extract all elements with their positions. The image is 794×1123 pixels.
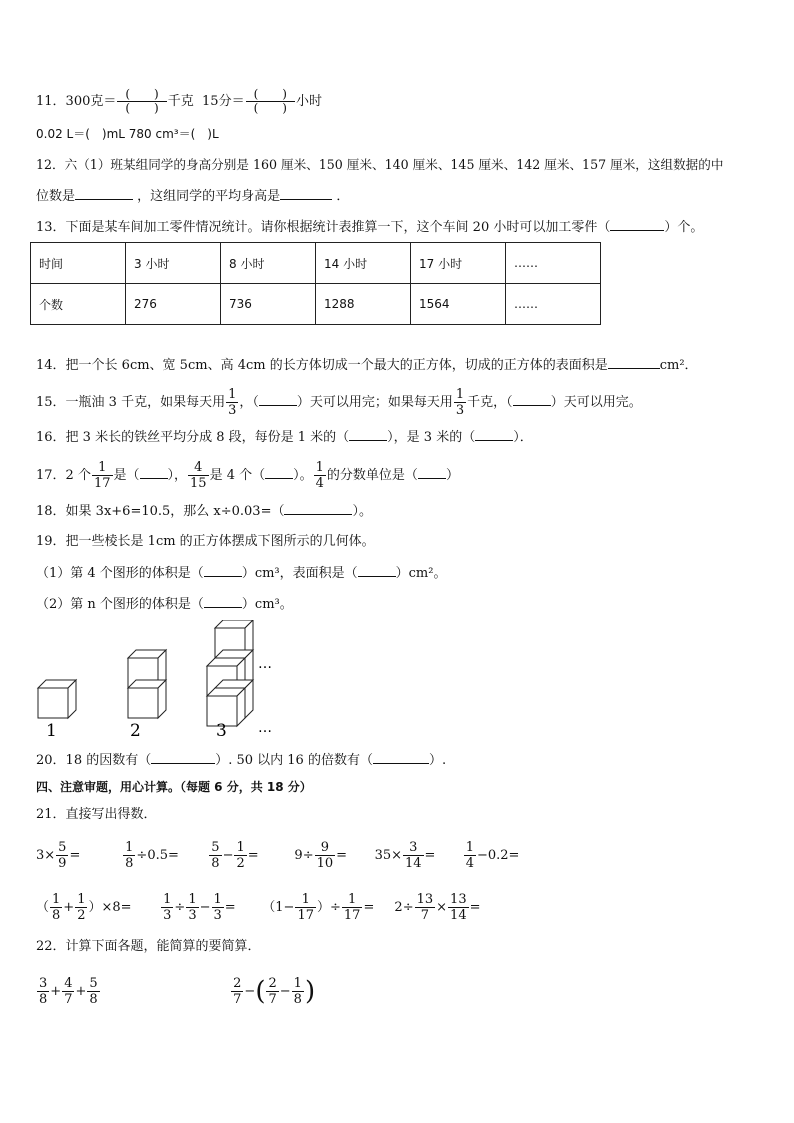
q17-a: 17．2 个 [36, 468, 91, 483]
q15-fraction-1 [226, 387, 238, 418]
q17-c: ）， [167, 468, 188, 483]
fraction-denominator: 4 [465, 856, 474, 871]
fraction-numerator: 1 [465, 840, 474, 855]
q20-blank-multiples[interactable] [373, 751, 429, 764]
fraction [56, 840, 68, 871]
q21-row-2 [36, 892, 481, 923]
fraction-denominator: 15 [190, 476, 207, 491]
fraction-numerator: 3 [403, 840, 424, 856]
expr-text: + [75, 984, 87, 999]
fraction-numerator: 1 [92, 460, 113, 476]
expr-text: 3× [36, 848, 56, 863]
q21-row-1 [36, 840, 519, 871]
fraction-denominator: 9 [58, 856, 67, 871]
q22-title: 22．计算下面各题，能简算的要简算． [36, 939, 261, 954]
expr-text: −0.2= [476, 848, 520, 863]
fraction-numerator: 5 [211, 840, 220, 855]
q11-number: 11． [36, 94, 66, 109]
q21-e3 [208, 840, 290, 871]
table-cell: …… [506, 284, 601, 325]
q13-blank[interactable] [610, 218, 664, 231]
q17-fraction-3 [314, 460, 326, 491]
q14-line [36, 356, 698, 375]
fraction-numerator: 1 [163, 892, 172, 907]
q17-f: 的分数单位是（ [326, 468, 418, 483]
fraction [123, 840, 135, 871]
table-cell: …… [506, 243, 601, 284]
left-paren: ( [255, 976, 266, 1007]
table-cell: 276 [126, 284, 221, 325]
fraction-denominator: 17 [343, 908, 361, 923]
q17-b: 是（ [113, 468, 140, 483]
fraction-denominator: 3 [188, 908, 197, 923]
expr-text: = [247, 848, 259, 863]
expr-text: （1− [262, 900, 295, 915]
expr-text: + [50, 984, 62, 999]
fraction-numerator: 13 [450, 892, 467, 907]
expr-text: = [224, 900, 236, 915]
fraction-numerator: 1 [295, 892, 316, 908]
q15-b: ，（ [239, 395, 259, 410]
q19-p2a: （2）第 n 个图形的体积是（ [36, 597, 204, 612]
expr-text: − [222, 848, 234, 863]
q11-f2-num: ( ) [246, 88, 295, 102]
ellipsis-top: … [258, 656, 272, 672]
q20-line [36, 751, 446, 770]
q21-e1 [36, 840, 118, 871]
q20-b: ）. 50 以内 16 的倍数有（ [215, 753, 373, 768]
q16-blank-2[interactable] [475, 428, 513, 441]
q18-a: 18．如果 3x+6=10.5，那么 x÷0.03=（ [36, 504, 285, 519]
q11-f1-den: ( ) [125, 101, 159, 115]
table-row [31, 284, 601, 325]
q16-c: ）． [513, 430, 533, 445]
fraction [231, 976, 243, 1007]
expr-text: ）÷ [317, 900, 341, 915]
q12-line2a: 位数是 [36, 189, 76, 204]
q17-blank-2[interactable] [265, 466, 293, 479]
fraction [266, 976, 278, 1007]
q11b-line: 0.02 L＝( )mL 780 cm³＝( )L [36, 127, 219, 141]
q17-fraction-2 [188, 460, 209, 491]
expr-text: = [69, 848, 81, 863]
q13-line [36, 218, 703, 237]
fraction-denominator: 3 [228, 403, 237, 418]
ellipsis-bottom: … [258, 720, 272, 736]
expr-text: ÷0.5= [136, 848, 179, 863]
fraction-numerator: 1 [342, 892, 363, 908]
expr-text: − [279, 984, 291, 999]
q13-text: 13．下面是某车间加工零件情况统计。请你根据统计表推算一下，这个车间 20 小时可以加工零件（ [36, 220, 611, 235]
q11-b: 15分＝ [202, 94, 245, 109]
fraction [234, 840, 246, 871]
expr-text: = [424, 848, 436, 863]
q18-b: ）。 [352, 504, 372, 519]
q17-fraction-1 [92, 460, 113, 491]
fraction [342, 892, 363, 923]
fraction [212, 892, 224, 923]
q17-g: ） [445, 468, 459, 483]
q22-e2 [230, 976, 315, 1007]
q21-e6 [463, 840, 520, 871]
fraction-denominator: 2 [236, 856, 245, 871]
cube-figure-label-3: 3 [216, 721, 227, 740]
q16-blank-1[interactable] [349, 428, 387, 441]
expr-text: 9÷ [294, 848, 314, 863]
q12-line2c: ． [336, 189, 350, 204]
fraction-numerator: 1 [455, 387, 465, 402]
fraction-numerator: 4 [64, 976, 73, 991]
q21-e4 [294, 840, 370, 871]
fraction-denominator: 7 [420, 908, 429, 923]
fraction-numerator: 1 [213, 892, 222, 907]
fraction [292, 976, 304, 1007]
fraction-numerator: 2 [233, 976, 242, 991]
fraction [37, 976, 49, 1007]
q13-table [30, 242, 601, 325]
expr-text: × [436, 900, 448, 915]
q15-blank-2[interactable] [513, 393, 551, 406]
table-cell: 736 [221, 284, 316, 325]
q15-blank-1[interactable] [259, 393, 297, 406]
fraction [186, 892, 198, 923]
table-cell: 1564 [411, 284, 506, 325]
fraction [448, 892, 469, 923]
q14-text: 14．把一个长 6cm、宽 5cm、高 4cm 的长方体切成一个最大的正方体，切成的正方体的表面积是 [36, 358, 608, 373]
q19-p1c: ）cm²。 [395, 566, 447, 581]
expr-text: = [363, 900, 375, 915]
q14-unit: cm²． [659, 358, 698, 373]
fraction [295, 892, 316, 923]
q11-f2-den: ( ) [253, 101, 287, 115]
fraction [75, 892, 87, 923]
table-row [31, 243, 601, 284]
q19-blank-volume4[interactable] [204, 564, 242, 577]
expr-text: = [336, 848, 348, 863]
q19-part1 [36, 564, 446, 583]
fraction-numerator: 3 [39, 976, 48, 991]
table-cell: 17 小时 [411, 243, 506, 284]
fraction [161, 892, 173, 923]
section-4-heading: 四、注意审题，用心计算。（每题 6 分，共 18 分） [36, 780, 312, 794]
fraction [62, 976, 74, 1007]
q21-title: 21．直接写出得数． [36, 807, 157, 822]
fraction-numerator: 1 [52, 892, 61, 907]
fraction-denominator: 3 [213, 908, 222, 923]
expr-text: 2÷ [394, 900, 414, 915]
fraction [209, 840, 221, 871]
fraction [87, 976, 99, 1007]
q21-e8 [160, 892, 258, 923]
q11-unit1: 千克 [167, 94, 194, 109]
q21-e2 [122, 840, 204, 871]
fraction [315, 840, 336, 871]
expr-text: + [63, 900, 75, 915]
q22-e1 [36, 976, 226, 1007]
q16-a: 16．把 3 米长的铁丝平均分成 8 段，每份是 1 米的（ [36, 430, 350, 445]
fraction-denominator: 8 [293, 992, 302, 1007]
cube-figure-label-1: 1 [46, 721, 57, 740]
fraction-denominator: 7 [233, 992, 242, 1007]
q21-e7 [36, 892, 156, 923]
q18-line [36, 502, 372, 521]
cube-figure-label-2: 2 [130, 721, 141, 740]
q17-e: ）。 [293, 468, 313, 483]
q20-a: 20．18 的因数有（ [36, 753, 152, 768]
table-cell: 时间 [31, 243, 126, 284]
q15-e: ）天可以用完。 [550, 395, 642, 410]
fraction-denominator: 8 [39, 992, 48, 1007]
q17-blank-3[interactable] [418, 466, 446, 479]
expr-text: − [244, 984, 256, 999]
cube-figure-3 [199, 620, 253, 726]
q14-blank[interactable] [608, 356, 660, 369]
cube-figure-1 [38, 680, 76, 718]
q19-cube-figure [30, 620, 290, 740]
q17-d: 是 4 个（ [209, 468, 266, 483]
q19-part2 [36, 595, 293, 614]
table-cell: 1288 [316, 284, 411, 325]
expr-text: = [469, 900, 481, 915]
q13-end: ）个。 [664, 220, 704, 235]
q19-line: 19．把一些棱长是 1cm 的正方体摆成下图所示的几何体。 [36, 534, 375, 549]
q12-blank-median[interactable] [75, 187, 133, 200]
q11-unit2: 小时 [295, 94, 322, 109]
cube-figure-2 [120, 650, 166, 726]
expr-text: ÷ [174, 900, 186, 915]
fraction-numerator: 1 [188, 892, 197, 907]
q19-p1b: ）cm³，表面积是（ [241, 566, 358, 581]
q21-e5 [375, 840, 459, 871]
expr-text: − [199, 900, 211, 915]
fraction-denominator: 8 [89, 992, 98, 1007]
fraction-numerator: 1 [77, 892, 86, 907]
q21-e9 [262, 892, 390, 923]
fraction-numerator: 5 [89, 976, 98, 991]
q15-line [36, 387, 642, 418]
q20-blank-factors[interactable] [151, 751, 215, 764]
q11-f1-num: ( ) [117, 88, 166, 102]
fraction-denominator: 8 [52, 908, 61, 923]
q19-p1a: （1）第 4 个图形的体积是（ [36, 566, 204, 581]
fraction-denominator: 17 [297, 908, 314, 923]
q11-a: 300克＝ [65, 94, 117, 109]
fraction-denominator: 8 [125, 856, 134, 871]
q11-line [36, 88, 322, 115]
fraction [464, 840, 476, 871]
fraction [403, 840, 424, 871]
fraction-numerator: 1 [293, 976, 302, 991]
q15-c: ）天可以用完；如果每天用 [296, 395, 453, 410]
q19-p2b: ）cm³。 [241, 597, 293, 612]
fraction-denominator: 3 [455, 403, 465, 418]
fraction-denominator: 2 [77, 908, 86, 923]
table-cell: 个数 [31, 284, 126, 325]
q15-a: 15．一瓶油 3 千克，如果每天用 [36, 395, 226, 410]
fraction [415, 892, 436, 923]
q18-blank[interactable] [284, 502, 352, 515]
fraction-numerator: 5 [58, 840, 67, 855]
q17-blank-1[interactable] [140, 466, 168, 479]
q15-d: 千克，（ [467, 395, 513, 410]
q21-e10 [394, 892, 480, 923]
q19-blank-surface4[interactable] [358, 564, 396, 577]
table-cell: 14 小时 [316, 243, 411, 284]
q12-line2 [36, 187, 349, 206]
table-cell: 8 小时 [221, 243, 316, 284]
fraction-denominator: 7 [64, 992, 73, 1007]
fraction-denominator: 10 [316, 856, 334, 871]
q12-line1: 12．六（1）班某组同学的身高分别是 160 厘米、150 厘米、140 厘米、145 厘米、142 厘米、157 厘米，这组数据的中 [36, 157, 724, 172]
fraction-denominator: 4 [315, 476, 324, 491]
fraction-numerator: 1 [125, 840, 134, 855]
fraction-numerator: 4 [188, 460, 209, 476]
right-paren: ) [304, 976, 316, 1007]
q12-blank-average[interactable] [280, 187, 332, 200]
q22-row [36, 976, 315, 1007]
q11-fraction-2 [246, 88, 295, 115]
fraction-numerator: 2 [268, 976, 277, 991]
fraction-denominator: 8 [211, 856, 220, 871]
fraction-numerator: 1 [228, 387, 237, 402]
q16-line [36, 428, 533, 447]
fraction-denominator: 14 [450, 908, 467, 923]
table-cell: 3 小时 [126, 243, 221, 284]
expr-text: 35× [374, 848, 402, 863]
q17-line [36, 460, 459, 491]
q12-line2b: ，这组同学的平均身高是 [137, 189, 281, 204]
fraction-numerator: 1 [236, 840, 245, 855]
fraction-denominator: 3 [163, 908, 172, 923]
q15-fraction-2 [454, 387, 466, 418]
fraction-numerator: 9 [315, 840, 336, 856]
q11-fraction-1 [117, 88, 166, 115]
fraction [50, 892, 62, 923]
fraction-numerator: 13 [416, 892, 434, 907]
expr-text: ）×8= [88, 900, 132, 915]
q20-c: ）. [428, 753, 447, 768]
fraction-numerator: 1 [315, 460, 324, 475]
q16-b: ），是 3 米的（ [387, 430, 476, 445]
fraction-denominator: 17 [93, 476, 111, 491]
fraction-denominator: 7 [268, 992, 277, 1007]
expr-text: （ [36, 900, 50, 915]
q19-blank-volumen[interactable] [204, 595, 242, 608]
fraction-denominator: 14 [405, 856, 422, 871]
